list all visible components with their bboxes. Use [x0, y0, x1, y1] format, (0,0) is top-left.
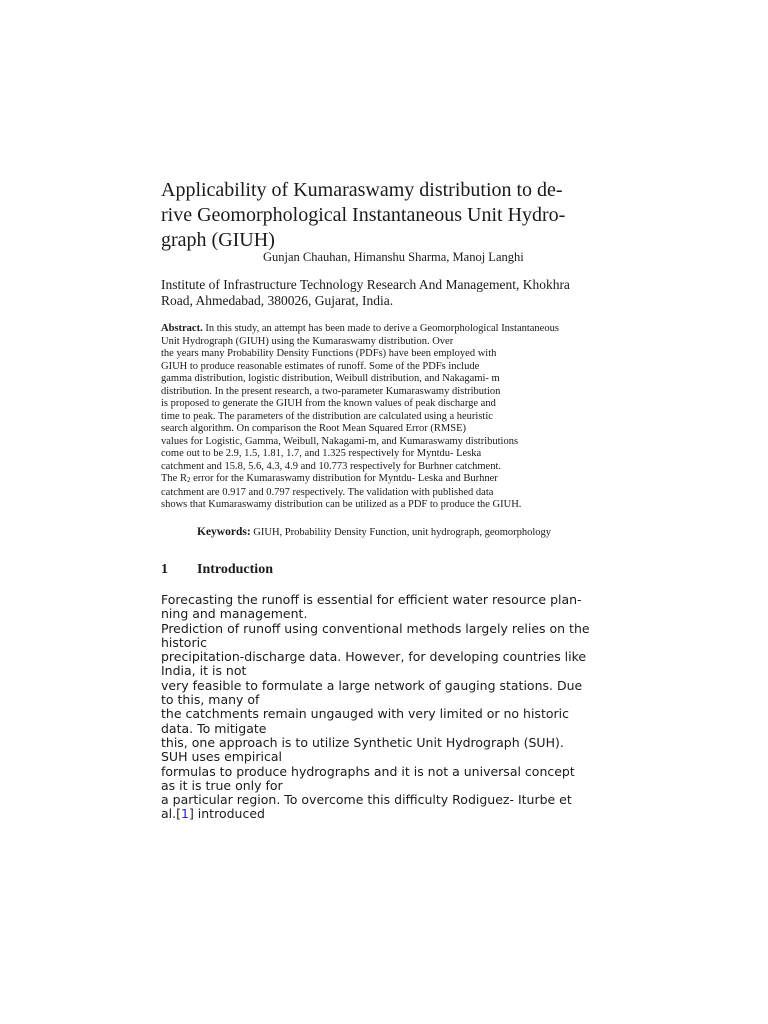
intro-line: India, it is not	[161, 663, 247, 679]
intro-line: the catchments remain ungauged with very limited or no historic	[161, 706, 569, 722]
intro-line: Prediction of runoff using conventional methods largely relies on the	[161, 620, 590, 636]
title-line: Applicability of Kumaraswamy distribution to de-	[161, 179, 563, 201]
section-heading	[161, 562, 273, 578]
title-line: graph (GIUH)	[161, 229, 275, 251]
citation-link[interactable]: 1	[180, 806, 189, 822]
intro-line: precipitation-discharge data. However, for developing countries like	[161, 649, 587, 665]
abstract	[161, 323, 559, 512]
intro-line: as it is true only for	[161, 777, 283, 793]
abstract-line: is proposed to generate the GIUH from the known values of peak discharge and	[161, 398, 496, 409]
intro-line: to this, many of	[161, 692, 260, 708]
title-line: rive Geomorphological Instantaneous Unit Hydro-	[161, 204, 566, 226]
affiliation-line: Institute of Infrastructure Technology Research And Management, Khokhra	[161, 277, 570, 292]
intro-line: formulas to produce hydrographs and it is not a universal concept	[161, 763, 575, 779]
intro-line: this, one approach is to utilize Synthetic Unit Hydrograph (SUH).	[161, 734, 564, 750]
abstract-line: distribution. In the present research, a two-parameter Kumaraswamy distribution	[161, 385, 501, 397]
author-list: Gunjan Chauhan, Himanshu Sharma, Manoj Langhi	[263, 250, 524, 264]
affiliation-line: Road, Ahmedabad, 380026, Gujarat, India.	[161, 293, 394, 308]
r2-prefix: The R	[161, 473, 187, 484]
keywords-label: Keywords:	[197, 526, 251, 538]
abstract-line: GIUH to produce reasonable estimates of runoff. Some of the PDFs include	[161, 360, 480, 372]
citation-suffix: ] introduced	[188, 806, 265, 822]
keywords-text: GIUH, Probability Density Function, unit hydrograph, geomorphology	[250, 527, 552, 538]
abstract-line: come out to be 2.9, 1.5, 1.81, 1.7, and 1.325 respectively for Myntdu- Leska	[161, 448, 482, 459]
intro-line: ning and management.	[161, 606, 308, 622]
abstract-line: values for Logistic, Gamma, Weibull, Nakagami-m, and Kumaraswamy distributions	[161, 435, 519, 447]
intro-line	[161, 807, 590, 821]
citation-prefix: al.[	[161, 806, 181, 822]
abstract-line: catchment are 0.917 and 0.797 respectively. The validation with published data	[161, 486, 494, 498]
abstract-line: shows that Kumaraswamy distribution can be utilized as a PDF to produce the GIUH.	[161, 499, 522, 510]
intro-line: very feasible to formulate a large network of gauging stations. Due	[161, 677, 583, 693]
intro-line: SUH uses empirical	[161, 749, 282, 765]
abstract-line	[161, 473, 559, 487]
intro-line: a particular region. To overcome this difficulty Rodiguez- Iturbe et	[161, 792, 572, 808]
intro-line: data. To mitigate	[161, 720, 267, 736]
abstract-line: catchment and 15.8, 5.6, 4.3, 4.9 and 10.773 respectively for Burhner catchment.	[161, 460, 501, 472]
intro-line: Forecasting the runoff is essential for efficient water resource plan-	[161, 592, 582, 607]
r2-suffix: error for the Kumaraswamy distribution for Myntdu- Leska and Burhner	[190, 473, 498, 484]
r2-subscript: 2	[186, 476, 191, 484]
section-number: 1	[161, 562, 168, 577]
introduction-body	[161, 593, 590, 822]
paper-title	[161, 178, 611, 253]
abstract-label: Abstract.	[161, 323, 203, 334]
keywords	[197, 526, 551, 540]
abstract-line: time to peak. The parameters of the distribution are calculated using a heuristic	[161, 410, 493, 422]
abstract-line: search algorithm. On comparison the Root Mean Squared Error (RMSE)	[161, 423, 467, 434]
abstract-line: the years many Probability Density Functions (PDFs) have been employed with	[161, 348, 497, 359]
affiliation	[161, 277, 570, 309]
intro-line: historic	[161, 634, 207, 650]
abstract-first-line: In this study, an attempt has been made to derive a Geomorphological Instantaneous	[202, 323, 559, 334]
section-title: Introduction	[197, 562, 273, 577]
abstract-line: Unit Hydrograph (GIUH) using the Kumaraswamy distribution. Over	[161, 335, 454, 347]
abstract-line: gamma distribution, logistic distribution, Weibull distribution, and Nakagami- m	[161, 373, 500, 384]
abstract-line	[161, 323, 559, 336]
